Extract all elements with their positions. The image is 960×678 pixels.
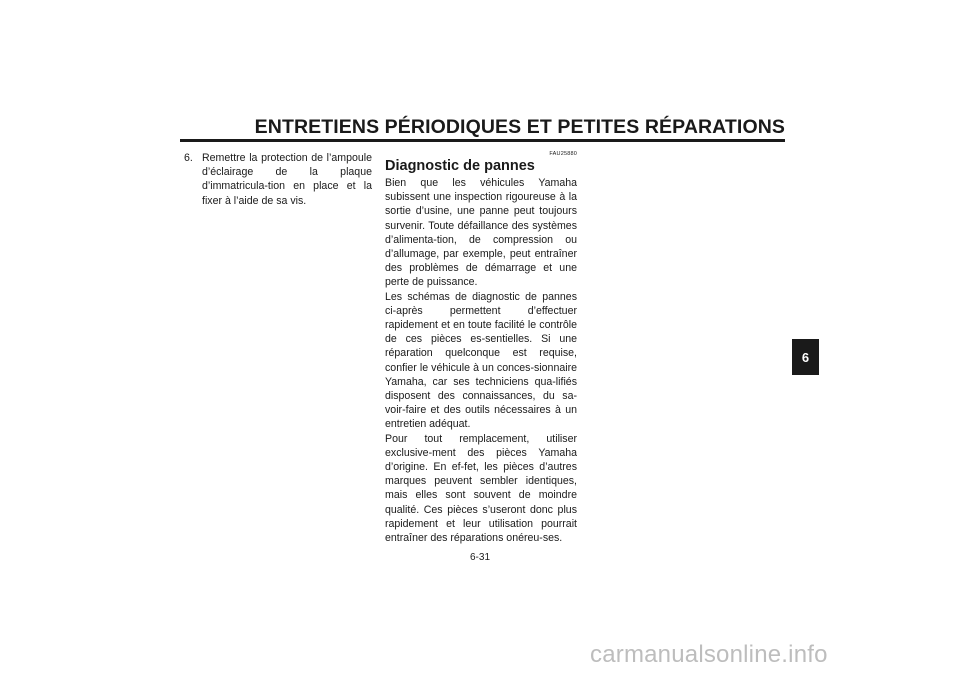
watermark: carmanualsonline.info xyxy=(590,641,828,668)
paragraph-1: Bien que les véhicules Yamaha subissent une inspection rigoureuse à la sortie d’usine, une panne peut toujours survenir. Toute défaillance des systèmes d’alimenta-tion, de compression ou d’allumage, par exemple, peut entraîner des problèmes de démarrage et une perte de puissance. xyxy=(385,177,577,289)
reference-code: FAU25880 xyxy=(549,151,577,157)
paragraph-2: Les schémas de diagnostic de pannes ci-après permettent d’effectuer rapidement et en toute facilité le contrôle de ces pièces es-sentielles. Si une réparation quelconque est requise, confier le véhicule à un conces-sionnaire Yamaha, car ses techniciens qua-lifiés disposent des connaissances, du sa-voir-faire et des outils nécessaires à un entretien adéquat. xyxy=(385,290,577,431)
header-rule xyxy=(180,139,785,142)
section-heading: Diagnostic de pannes xyxy=(385,158,535,174)
paragraph-3: Pour tout remplacement, utiliser exclusive-ment des pièces Yamaha d’origine. En ef-fet, les pièces d’autres marques peuvent sembler identiques, mais elles sont souvent de moindre qualité. Ces pièces s’useront donc plus rapidement et leur utilisation pourrait entraîner des réparations onéreu-ses. xyxy=(385,432,577,545)
step-number: 6. xyxy=(184,152,193,164)
step-item xyxy=(184,151,372,208)
left-column xyxy=(184,151,372,208)
page-number: 6-31 xyxy=(469,552,490,563)
chapter-tab: 6 xyxy=(792,339,819,375)
page-title: ENTRETIENS PÉRIODIQUES ET PETITES RÉPARATIONS xyxy=(254,116,785,138)
step-text: Remettre la protection de l’ampoule d’éclairage de la plaque d’immatricula-tion en place et la fixer à l’aide de sa vis. xyxy=(202,152,372,207)
right-column xyxy=(385,151,577,545)
